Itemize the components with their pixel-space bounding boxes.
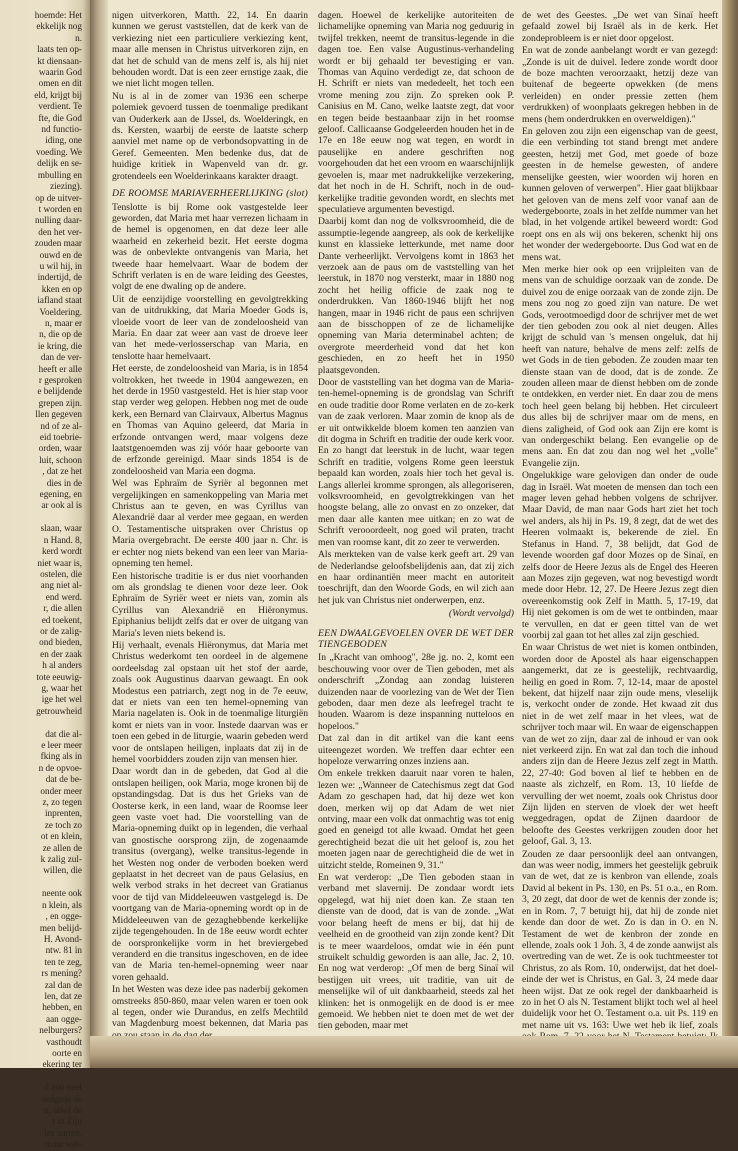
paragraph-geest: de wet des Geestes. „De wet van Sinaï heeft gefaald zowel bij Israël als in de kerk. Het zondeprobleem is er niet door opgelost. bbox=[522, 10, 718, 44]
left-page-line: oorte en bbox=[52, 1047, 82, 1058]
column-3 bbox=[522, 10, 718, 1034]
left-page-line: fking als in bbox=[40, 751, 82, 762]
left-page-line: tote eeuwig- bbox=[36, 671, 82, 682]
left-page-line: end werd. bbox=[45, 591, 82, 602]
paragraph-dat: Dat zal dan in dit artikel van die kant eens uiteengezet worden. We treffen daar echter een hopeloze verwarring onzes inziens aan. bbox=[318, 733, 514, 767]
left-page-line: ziezing). bbox=[50, 181, 82, 192]
left-page-line: n, alsof de bbox=[43, 1105, 82, 1115]
left-page-line: u wil hij, in bbox=[39, 260, 82, 271]
paragraph-verhaal: Hij verhaalt, evenals Hiëronymus, dat Maria met Christus wederkomt ten oordeel in de algemene oordeelsdag zal opstaan uit het stof der aarde, zoals ook Augustinus daarvan gewaagt. En ook Modestus een patriarch, zegt nog in de 7e eeuw, dat er niets van een ten hemel-opneming van Maria nagelaten is. Ook in de toenmalige liturgiën komt er niets van in voor. Instede daarvan was er toen een gebed in de liturgie, waarin gebeden werd voor de ontslapen heiligen, inplaats dat zij in de hemel voorbidders zouden zijn van mensen hier. bbox=[112, 639, 308, 765]
left-page-line: ten te zeg, bbox=[44, 956, 82, 967]
paragraph-door: Door de vaststelling van het dogma van de Maria-ten-hemel-opneming is de grondslag van Schrift en oude traditie door Rome verlaten en de zo-kerk van de zaak verloren. Maar zomin de knop als de er uit ontwikkelde bloem komen ten aanzien van dit dogma in Schrift en traditie der oude kerk voor. En zo hangt dat leerstuk in de lucht, waar tegen Schrift en traditie, volgens Rome geen leerstuk bepaald kan worden, zoals hier toch het geval is. Langs allerlei kromme sprongen, als allegoriseren, volksvroomheid, en gevolgtrekkingen van het hoogste belang, alle zo onvast en zo onzeker, dat men daar alle kanten mee uitkan; en zo wat de Schrift verooordeelt, nog goed wil praten, tracht men van roomse kant, dit zo zeer te verwerden. bbox=[318, 377, 514, 548]
left-page-line: heeft er alle bbox=[38, 363, 82, 374]
left-page-line: rs mening? bbox=[41, 968, 82, 979]
column-2 bbox=[318, 10, 514, 1034]
left-page-line: slaan, waar bbox=[40, 523, 82, 534]
left-page-line: k zalig zul- bbox=[40, 854, 82, 865]
left-page-line: aan ogge- bbox=[46, 1013, 82, 1024]
left-page-line: llen gegeven bbox=[35, 409, 82, 420]
left-page-line: H. Avond- bbox=[43, 933, 82, 944]
left-page-line: fte, die God bbox=[38, 112, 82, 123]
left-page-line: nelburgers? bbox=[39, 1025, 82, 1036]
paragraph-ongelukkige: Ongelukkige ware gelovigen dan onder de oude dag in Israël. Wat moeten de mensen dan toch een mager leven gehad hebben volgens de schrijver. Maar David, de man naar Gods hart ziet het toch wel anders, als hij in Ps. 19, 8 zegt, dat de wet des Heeren volmaakt is, bekerende de ziel. En Stefanus in Hand. 7, 38 belijdt, dat God de levende woorden gaf door Mozes op de Sinaï, en zelfs door de Heere Jezus als de Engel des Heeren aan Mozes zijn gegeven, wat nog bevestigd wordt mede door Hebr. 12, 27. De Heere Jezus zegt dien overeenkomstig ook Zelf in Matth. 5, 17-19, dat Hij niet gekomen is om de wet te ontbinden, maar te vervullen, en dat er geen tittel van de wet voorbij zal gaan tot het alles zal zijn geschied. bbox=[522, 470, 718, 641]
left-page-line: nd of ze al- bbox=[40, 420, 82, 431]
left-page-line: delijk en se- bbox=[37, 158, 82, 169]
left-page-line: e leer meer bbox=[41, 740, 82, 750]
section-heading-mariaverheerlijking bbox=[112, 188, 308, 199]
paragraph-development: Uit de eenzijdige voorstelling en gevolgtrekking van de uitdrukking, dat Maria Moeder Gods is, vloeide voort de leer van de zondeloosheid van Maria. En daar zat weer aan vast de droeve leer van het mede-verlosserschap van Maria, en tenslotte haar hemelvaart. bbox=[112, 293, 308, 362]
paragraph-men: Men merke hier ook op een vrijpleiten van de mens van de schuldige oorzaak van de zonde. De duivel zou de enige oorzaak van de zonde zijn. De mens zou nog zo goed zijn van nature. De wet Gods, verootmoedigd door de schrijver met de wet der tien geboden zou ook al niet deugen. Alles krijgt de schuld van 's mensen ongeluk, dat hij heeft van nature, behalve de mens zelf: zelfs de wet Gods in de tien geboden. Ze zouden maar ten dienste staan van de dood, dat is de zonde. Ze zouden alleen maar de dienst hebben om de zonde te ontdekken, en verder niet. En daar zou de mens toch heel geen belang bij hebben. Het circuleert dus alles bij de schrijver maar om de mens, en diens zaligheid, of God ook aan Zijn ere komt is van ondergeschikt belang. Een evangelie op de mens aan. En dat zou dan nog wel het „volle" Evangelie zijn. bbox=[522, 263, 718, 469]
left-page-line: d zou veel bbox=[44, 1082, 82, 1093]
left-page-line: ntw. 81 in bbox=[45, 945, 82, 956]
left-page-column bbox=[2, 10, 82, 1150]
left-page-line: dies in de bbox=[46, 477, 82, 488]
left-page-line: waarin God bbox=[38, 67, 82, 78]
left-page-line: hebben, en bbox=[42, 1002, 82, 1013]
left-page-line: ouwd en de bbox=[39, 249, 82, 260]
left-page-line: kken en op bbox=[41, 283, 82, 294]
left-page-line: dan de ver- bbox=[40, 352, 82, 363]
paragraph-rome: Tenslotte is bij Rome ook vastgestelde leer geworden, dat Maria met haar verrezen lichaam in de hemel is opgenomen, en dat deze leer alle waarheid en zekerheid bezit. Het eerste dogma was de onbevlekte ontvangenis van Maria, het tweede haar hemelvaart. Waar de bodem der Schrift verlaten is en de ware leiding des Geestes, volgt de ene dwaling op de andere. bbox=[112, 201, 308, 293]
left-page-line: indertijd, de bbox=[37, 272, 82, 283]
left-page-line bbox=[2, 512, 82, 523]
left-page-line: nulling daar- bbox=[34, 215, 82, 226]
left-page-line: kt diensaan- bbox=[37, 55, 82, 66]
paragraph-verderop: En wat verderop: „De Tien geboden staan in verband met slavernij. De zondaar wordt iets opgelegd, wat hij niet doen kan. Ze staan ten dienste van de dood, dat is van de zonde. „Wat voor belang heeft de mens er bij, dat hij de veelheid en de grootheid van zijn zonde kent? Dit is te meer waardeloos, omdat wie in één punt struikelt schuldig geworden is aan alle, Jac. 2, 10. En nog wat verderop: „Of men de berg Sinaï wil bestijgen uit vrees, uit traditie, van uit de menselijke wil of uit dankbaarheid, steeds zal het klinken: het is onmogelijk en de dood is er mee gemoeid. We hebben niet te doen met de wet der tien geboden, maar met bbox=[318, 872, 514, 1032]
left-page-line: , en ogge- bbox=[45, 911, 82, 922]
left-page-line: orden, waar bbox=[38, 443, 82, 454]
left-page-line: zal dan de bbox=[44, 979, 82, 990]
paragraph-zouden: Zouden ze daar persoonlijk deel aan ontvangen, dan was weer nodig, immers het geestelijk gebruik van de wet, dat ze is kenbron van ellende, zoals David al bekent in Ps. 130, en Ps. 51 o.a., en Rom. 3, 20 zegt, dat door de wet de kennis der zonde is; en in Rom. 7, 7 betuigt hij, dat hij de zonde niet kende dan door de wet. Zo is dan in O. en N. Testament de wet de kenbron der zonde en ellende, zoals ook 1 Joh. 3, 4 de zonde aanwijst als overtreding van de wet. Ze is ook tuchtmeester tot Christus, zo als Rom. 10, onderwijst, dat het doel-einde der wet is Christus, en Gal. 3, 24 mede daar heen wijst. Dat ze ook regel der dankbaarheid is zo in het O als N. Testament blijkt toch wel al heel duidelijk voor het O. Testament o.a. uit Ps. 119 en met name uit vs. 163: Uwe wet heb ik lief, zoals bbox=[522, 848, 718, 1031]
left-page-line: niet waar is, bbox=[37, 557, 82, 568]
left-page-line: willen, die bbox=[43, 865, 82, 876]
paragraph-ephraim: Wel was Ephraïm de Syriër al begonnen met vergelijkingen en samenkoppeling van Maria met Christus aan te geven, en was Cyrillus van Alexandrië daar al verder mee gegaan, en werden O. Testamentische uitspraken over Christus op Maria overgebracht. De eerste 400 jaar n. Chr. is er echter nog niets bekend van een leer van Maria-opneming ten hemel. bbox=[112, 478, 308, 570]
left-page-line: voeding. We bbox=[35, 146, 82, 157]
left-page-line bbox=[2, 1071, 82, 1082]
left-page-line: n de opvoe- bbox=[38, 762, 82, 773]
left-page-line: nd functio- bbox=[41, 124, 82, 135]
left-page-line: onder meer bbox=[40, 785, 82, 796]
paragraph-1936: Nu is al in de zomer van 1936 een scherpe polemiek gevoerd tussen de toenmalige predikant van Ouderkerk aan de IJssel, ds. Woelderingk, en ds. Kersten, waarbij de eerste de laatste scherp aanviel met name op de verbondsopvatting in de Geref. Gemeenten. Men bedenke dus, dat de huidige kritiek in Wapenveld van dr. gr. grotendeels een Woelderinkaans karakter draagt. bbox=[112, 90, 308, 182]
left-page-line: Voeldering. bbox=[39, 306, 82, 317]
left-page-line: ostelen, die bbox=[40, 568, 82, 579]
paragraph-daarbij: Daarbij komt dan nog de volksvroomheid, die de assumptie-legende aangreep, als ook de kerkelijke kunst en klassieke letterkunde, met name door Dante verheerlijkt. Vervolgens komt in 1863 het verzoek aan de paus om de vaststelling van het leerstuk, in 1870 nog versterkt, maar in 1880 nog zocht het heilig officie de zaak nog te onderdrukken. Van 1860-1946 blijft het nog hangen, maar in 1946 richt de paus een schrijven aan de bisschoppen of ze de lichamelijke opneming van Maria determinabel achten; de overgrote meerderheid vond dat het kon geschieden, en zo heeft het in 1950 plaatsgevonden. bbox=[318, 216, 514, 376]
left-page-line: zouden maar bbox=[34, 238, 82, 249]
left-page-line: n, maar er bbox=[45, 317, 82, 328]
left-page-line: maar wei- bbox=[45, 1139, 82, 1150]
left-page-line: r gesproken bbox=[38, 375, 82, 385]
left-page-line: men belijd- bbox=[39, 922, 82, 933]
left-page-line: en der zaak bbox=[40, 648, 82, 659]
heading-text: DE ROOMSE MARIAVERHEERLIJKING bbox=[112, 188, 284, 200]
left-page-line bbox=[2, 877, 82, 888]
left-page-line: n klein, als bbox=[41, 899, 82, 910]
left-page-line: dat de be- bbox=[45, 774, 82, 785]
paragraph-1854: Het eerste, de zondeloosheid van Maria, is in 1854 voltrokken, het tweede in 1904 aangewezen, en het derde in 1950 vastgesteld. Het is hier stap voor stap verder weg gelopen. Hebben nog met de oude kerk, een Bernard van Clairvaux, Albertus Magnus en Thomas van Aquino geleerd, dat Maria in erfzonde ontvangen werd, maar volgens deze laatstgenoemden was zij vóór haar geboorte van de erfzonde gereinigd. Maar sinds 1854 is de zondeloosheid van Maria een dogma. bbox=[112, 363, 308, 477]
left-page-line: les harten, bbox=[44, 1127, 82, 1138]
left-page-line: r, die allen bbox=[43, 603, 82, 614]
left-page-line: ang niet al- bbox=[40, 580, 82, 591]
page-edge-right bbox=[722, 0, 738, 1068]
left-page-line: eld, krijgt bij bbox=[34, 89, 82, 100]
paragraph-merkteken: Als merkteken van de valse kerk geeft art. 29 van de Nederlandse geloofsbelijdenis aan, dat zij zich en haar ordinantiën meer macht en autoriteit toeschrijft, dan den Woorde Gods, en wil zich aan het juk van Christus niet onderwerpen, enz. bbox=[318, 549, 514, 606]
left-page-line: n. bbox=[75, 32, 82, 43]
left-page-line: kerd wordt bbox=[41, 546, 82, 557]
left-page-line: egening, en bbox=[39, 489, 82, 500]
left-page-line: z, zo tegen bbox=[42, 797, 82, 808]
paragraph-westen: In het Westen was deze idee pas naderbij gekomen omstreeks 850-860, maar velen waren er toen ook al tegen, onder wie Durandus, en zelfs Mechtild van Magdenburg moest bekennen, dat Maria pas bbox=[112, 984, 308, 1030]
left-page-line: ie kring, die bbox=[37, 340, 82, 351]
paragraph-gebed: Daar wordt dan in de gebeden, dat God al die ontslapen heiligen, ook Maria, moge kronen bij de opstandingsdag. Dat is dus het Grieks van de Oosterse kerk, in een land, waar de Roomse leer geen vaste voet had. Die voorstelling van de Maria-opneming duikt op in legenden, die verhaal van gnostische oorsprong zijn, de zogenaamde transitus (overgang), welke transitus-legende in het Westen nog onder de verboden boeken werd geplaatst in het decreet van de paus Gelasius, en welk verbod straks in het decreet van Gratianus voor de tijd van Middeleeuwen vastgelegd is. De voortgang van de Maria-opneming wordt op in de Middeleeuwen van de gezaghebbende kerkelijke zijde tegengehouden. In de 18e eeuw wordt echter de oorspronkelijke vorm in het breviergebed veranderd en die transitus ingeschoven, en de idee van de Maria ten-hemel-opneming weer naar voren gehaald. bbox=[112, 766, 308, 983]
left-page-line: getrouwheid bbox=[36, 705, 82, 716]
paragraph-intro: nigen uitverkoren, Matth. 22, 14. En daarin kunnen we gerust vaststellen, dat de kerk van de verkiezing niet een particuliere verkiezing kent, maar alle mensen in Christus uitverkoren zijn, en dat het de schuld van de mens zelf is, als hij niet behouden wordt. Dat is een zeer ernstige zaak, die we niet licht mogen tellen. bbox=[112, 10, 308, 90]
paragraph-geloven: En geloven zou zijn een eigenschap van de geest, die een verbinding tot stand brengt met andere geesten, hetzij met God, met goede of boze geesten in de hemelse gewesten, of andere menselijke geesten, wier woorden wij horen en kunnen geloven of verwerpen". Hier gaat blijkbaar het geloven van de mens zelf voor vanaf aan de wedergeboorte, zoals in het zelfde nummer van het blad, in het volgende artikel beweerd wordt: God roept ons en als wij ons bekeren, schenkt hij ons het wonder der wedergeboorte. Dus God wat en de mens wat. bbox=[522, 126, 718, 263]
left-page-line: volgens de bbox=[42, 1093, 82, 1104]
heading-tag: (slot) bbox=[286, 188, 308, 200]
left-page-line: len, dat ze bbox=[44, 990, 82, 1001]
left-page-line: op de uitver- bbox=[35, 192, 82, 203]
page-edge-bottom bbox=[90, 1036, 738, 1068]
left-page-line: e belijdende bbox=[37, 386, 82, 397]
paragraph-zonde: En wat de zonde aanbelangt wordt er van gezegd: „Zonde is uit de duivel. Iedere zonde wordt door de boze machten veroorzaakt, hetzij deze van buitenaf de begeerte opwekken (de mens verleiden) en onder pressie zetten (hem verdrukken) of woonplaats gekregen hebben in de mens (hem onderdrukken en overweldigen)." bbox=[522, 45, 718, 125]
left-page-line: eid toebrie- bbox=[39, 432, 82, 443]
left-page-line: ekkelijk nog bbox=[36, 21, 82, 32]
paragraph-waar: En waar Christus de wet niet is komen ontbinden, worden door de Apostel als haar eigenschappen aangemerkt, dat ze is geestelijk, rechtvaardig, heilig en goed in Rom. 7, 12-14, maar de apostel bekent, dat hijzelf naar zijn oude mens, vleselijk is, verkocht onder de zonde. Het kwaad zit dus niet in de wet zelf maar in het vlees, wat de schrijver toch maar wil. En waar de eigenschappen van de wet zo zijn, daar zal de inhoud er van ook niet verkeerd zijn. En wat zal dan toch die inhoud anders zijn dan de Heere Jezus zelf zegt in Matth. 22, 27-40: God boven al lief te hebben en de naaste als zichzelf, en Rom. 13, 10 liefde de vervulling der wet noemt, zoals ook Christus door Zijn lijden en sterven de vloek der wet heeft weggedragen, opdat de Zijnen daardoor de beloofte des Geestes verkrijgen zouden door het geloof, Gal. 3, 13. bbox=[522, 642, 718, 848]
left-page-line: ze allen de bbox=[42, 842, 82, 853]
left-page-line: ze toch zo bbox=[44, 819, 82, 830]
left-page-line: or de zalig- bbox=[40, 625, 82, 636]
left-page-line: ekering ter bbox=[42, 1059, 82, 1070]
left-page-line: n Hand. 8, bbox=[43, 534, 82, 545]
left-page-line: ar ook al is bbox=[41, 500, 82, 511]
left-page-line bbox=[2, 717, 82, 728]
left-page-line: den het ver- bbox=[38, 226, 82, 237]
paragraph-dagen: dagen. Hoewel de kerkelijke autoriteiten de lichamelijke opneming van Maria nog geduurig in twijfel trekken, neemt de transitus-legende in die dagen toe. Een valse Augustinus-verhandeling wordt er bij gehaald ter bevestiging er van. Thomas van Aquino verdedigt ze, dat schoon de H. Schrift er niets van mededeelt, het toch een vrome mening zou zijn. Zo spreken ook P. Canisius en M. Cano, welke laatste zegt, dat voor en tegen beide bestaanbaar zijn in het roomse geloof. Callicaanse Godgeleerden houden het in de 17e en 18e eeuw nog wat tegen, en wordt in pauselijke en andere geschriften nog voorgehouden dat het een vroom en waarschijnlijk gevoelen is, maar met nadrukkelijke verzekering, dat het noch in de H. Schrift, noch in de oud-kerkelijke traditie gevonden wordt, en slechts met speculatieve argumenten bevestigd. bbox=[318, 10, 514, 215]
adjacent-left-page bbox=[0, 0, 90, 1150]
left-page-line: iding, one bbox=[45, 135, 82, 146]
left-page-line: g, waar het bbox=[41, 682, 82, 693]
left-page-line: ige het wel bbox=[41, 694, 82, 705]
left-page-line: laats ten op- bbox=[37, 44, 82, 55]
to-be-continued: (Wordt vervolgd) bbox=[448, 608, 514, 620]
paragraph-kracht: In „Kracht van omhoog", 28e jg. no. 2, komt een beschouwing voor over de Tien geboden, met als onderschrift „Zondag aan zondag luisteren duizenden naar de voorlezing van de Wet der Tien geboden, daar men deze als leefregel tracht te houden. Waarom is deze inspanning nutteloos en hopeloos." bbox=[318, 652, 514, 732]
book-gutter bbox=[90, 0, 108, 1068]
left-page-line: ond bieden, bbox=[39, 637, 82, 648]
left-page-line: ot en klein, bbox=[40, 831, 82, 842]
left-page-line: omen en dit bbox=[38, 78, 82, 89]
left-page-line: iafland staat bbox=[37, 295, 82, 306]
left-page-line: mbulling en bbox=[37, 169, 82, 180]
left-page-line: n, die op de bbox=[39, 329, 82, 340]
left-page-line: vasthoudt bbox=[46, 1036, 82, 1047]
left-page-line: neente ook bbox=[41, 888, 82, 899]
left-page-line: ed toekent, bbox=[41, 614, 82, 625]
left-page-line: t in Zijn bbox=[52, 1116, 82, 1127]
left-page-line: dat die al- bbox=[45, 728, 82, 739]
paragraph-catechismus: Om enkele trekken daaruit naar voren te halen, lezen we: „Wanneer de Catechismus zegt dat God Adam zo geschapen had, dat hij deze wet kon doen, merken wij op dat Adam de wet niet ontving, maar een volk dat onmachtig was tot enig goed en geneigd tot alle kwaad. Omdat het geen gerechtigheid bezat die uit het geloof is, zou het moeten jagen naar de gerechtigheid die de wet in uitzicht stelde, Romeinen 9, 31." bbox=[318, 768, 514, 871]
left-page-line: grepen zijn. bbox=[38, 397, 82, 408]
left-page-line: , dat ze het bbox=[42, 466, 82, 477]
left-page-line: verdient. Te bbox=[38, 101, 82, 112]
left-page-line: inprenten, bbox=[45, 808, 82, 819]
left-page-line: h al anders bbox=[42, 660, 82, 671]
column-1 bbox=[112, 10, 308, 1034]
left-page-line: t worden en bbox=[38, 203, 82, 214]
left-page-line: hoemde: Het bbox=[34, 10, 82, 20]
section-heading-dwaalgevoelen: EEN DWAALGEVOELEN OVER DE WET DER TIENGEBODEN bbox=[318, 627, 514, 650]
paragraph-historical: Een historische traditie is er dus niet voorhanden om als grondslag te dienen voor deze leer. Ook Ephraïm de Syriër weet er niets van, zomin als Cyrillus van Alexandrië en Hiëronymus. Epiphanius belijdt zelfs dat er over de uitgang van Maria's leven niets bekend is. bbox=[112, 570, 308, 639]
left-page-line: luit, schoon bbox=[39, 454, 82, 465]
